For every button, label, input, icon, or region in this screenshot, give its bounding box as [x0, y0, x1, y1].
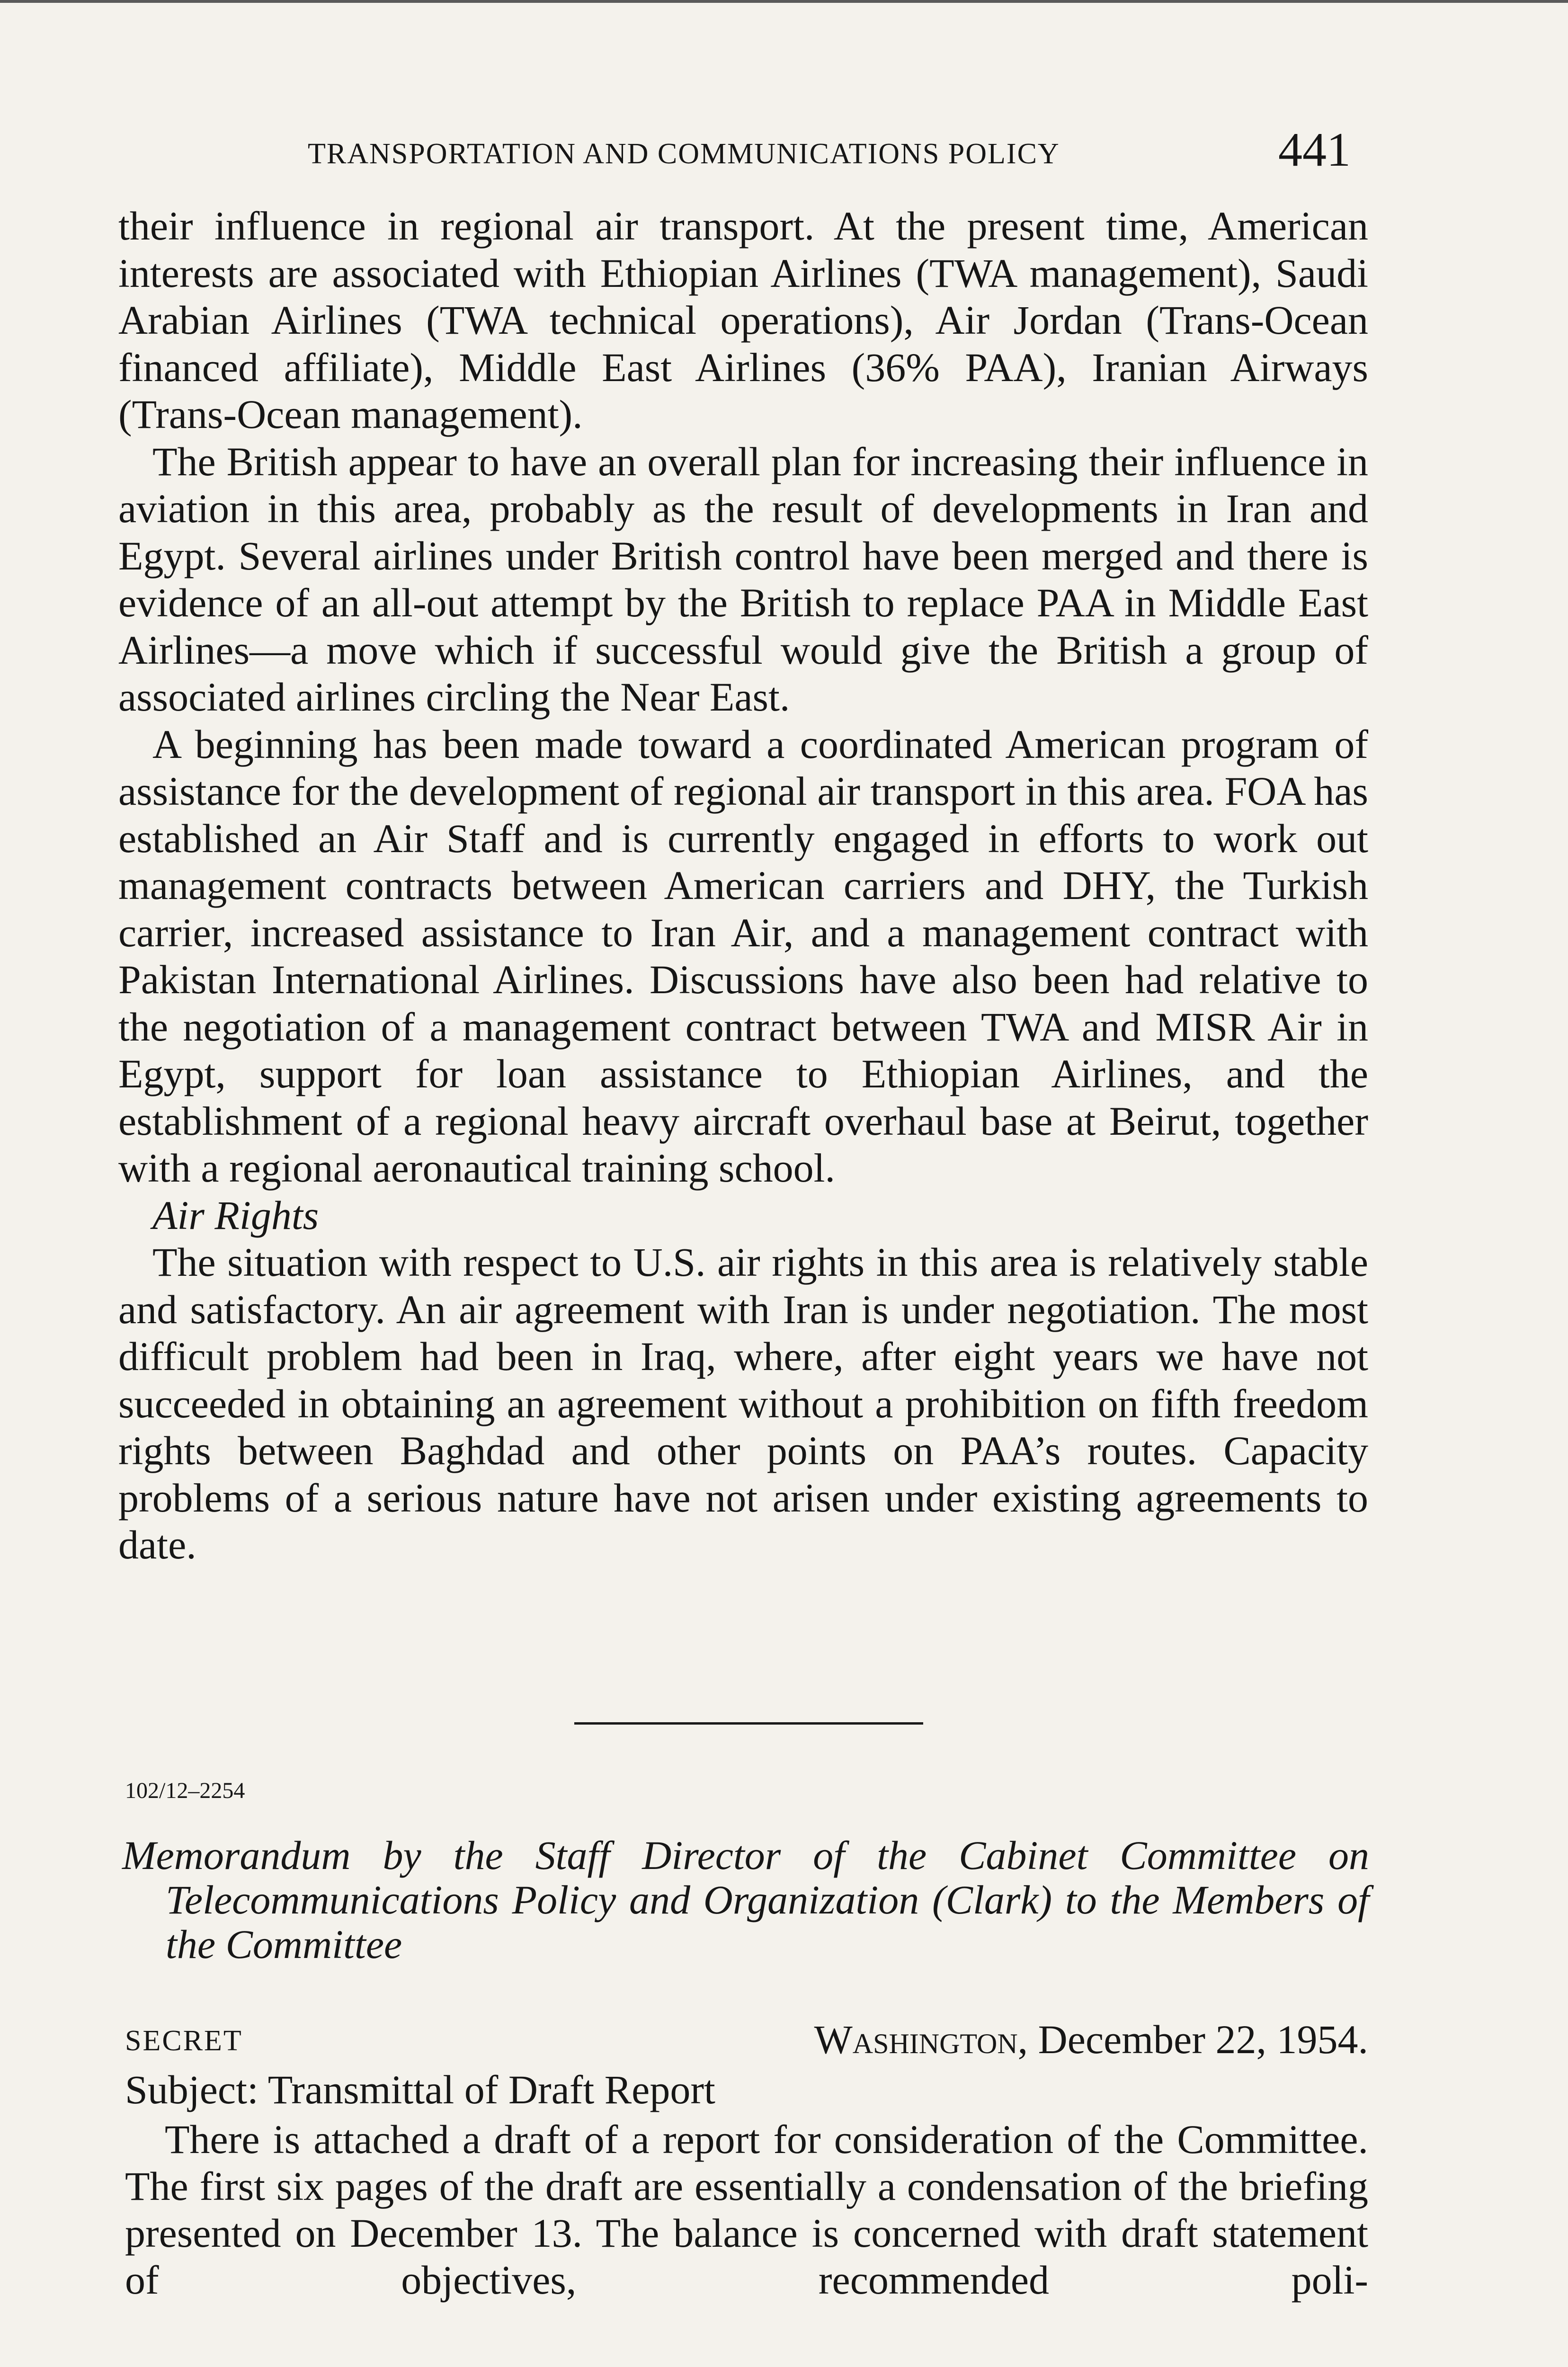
- classification-label: SECRET: [125, 2025, 243, 2057]
- paragraph-continuation: their influence in regional air transport. At the present time, American interests are associated with Ethiopian Airlines (TWA management), Saudi Arabian Airlines (TWA technical operations), Air Jordan (Trans-Ocean financed affiliate), Middle East Airlines (36% PAA), Iranian Airways (Trans-Ocean management).: [118, 203, 1368, 437]
- running-head: TRANSPORTATION AND COMMUNICATIONS POLICY: [308, 138, 1060, 170]
- page-number: 441: [1278, 123, 1351, 177]
- dateline-date: , December 22, 1954.: [1017, 2017, 1368, 2062]
- section-divider: [574, 1722, 923, 1725]
- memo-body-paragraph: There is attached a draft of a report for consideration of the Committee. The first six pages of the draft are essentially a condensation of the briefing presented on December 13. The balance is concerned with draft statement of objectives, recommended poli-: [125, 2117, 1368, 2303]
- dateline-place: Washington: [814, 2017, 1018, 2062]
- dateline: [756, 2016, 1368, 2063]
- page-top-border: [0, 0, 1568, 3]
- subject-line: Subject: Transmittal of Draft Report: [125, 2067, 715, 2112]
- file-reference: 102/12–2254: [125, 1778, 245, 1803]
- memo-title: Memorandum by the Staff Director of the Cabinet Committee on Telecommunications Policy and Organization (Clark) to the Members of the Committee: [122, 1833, 1369, 1967]
- paragraph-air-rights: The situation with respect to U.S. air rights in this area is relatively stable and satisfactory. An air agreement with Iran is under negotiation. The most difficult problem had been in Iraq, where, after eight years we have not succeeded in obtaining an agreement without a prohibition on fifth freedom rights between Baghdad and other points on PAA’s routes. Capacity problems of a serious nature have not arisen under existing agreements to date.: [118, 1239, 1368, 1567]
- continued-section: [118, 203, 1368, 1569]
- paragraph-american-program: A beginning has been made toward a coordinated American program of assistance for the development of regional air transport in this area. FOA has established an Air Staff and is currently engaged in efforts to work out management contracts between American carriers and DHY, the Turkish carrier, increased assistance to Iran Air, and a management contract with Pakistan International Airlines. Discussions have also been had relative to the negotiation of a management contract between TWA and MISR Air in Egypt, support for loan assistance to Ethiopian Airlines, and the establishment of a regional heavy aircraft overhaul base at Beirut, together with a regional aeronautical training school.: [118, 721, 1368, 1191]
- paragraph-british-plan: The British appear to have an overall plan for increasing their influence in aviation in this area, probably as the result of developments in Iran and Egypt. Several airlines under British control have been merged and there is evidence of an all-out attempt by the British to replace PAA in Middle East Airlines—a move which if successful would give the British a group of associated airlines circling the Near East.: [118, 438, 1368, 720]
- section-heading-air-rights: Air Rights: [152, 1192, 319, 1238]
